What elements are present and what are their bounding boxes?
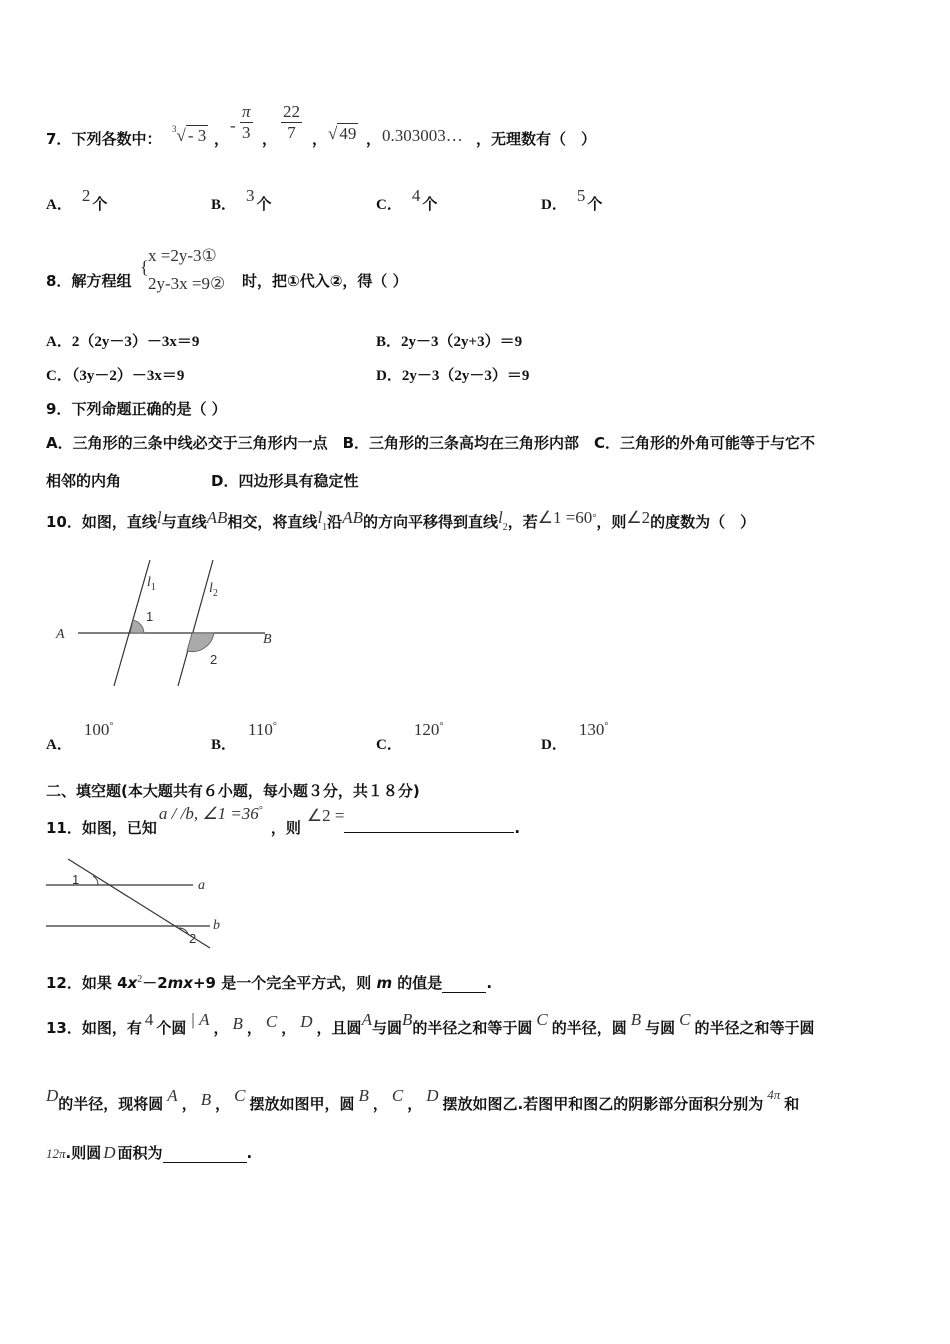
- fraction-22-7: $\frac{22}{7}$: [283, 102, 300, 142]
- question-7-stem: 7．下列各数中：: [46, 130, 162, 148]
- pi-over-3-fraction: $\frac{\pi}{3}$: [242, 102, 251, 142]
- separator: ，: [262, 130, 278, 148]
- label-angle-1: 1: [72, 872, 80, 887]
- q7-option-a: A． 2 个: [46, 186, 108, 213]
- sqrt-49: √ 49: [328, 124, 357, 143]
- question-11-stem: 11．如图，已知a / /b, ∠1 =36°，则∠2 =.: [46, 804, 521, 837]
- q8-option-a: A．2（2y－3）－3x＝9: [46, 334, 200, 350]
- label-l1: $l_1$: [147, 575, 156, 593]
- question-9-option-d: D．四边形具有稳定性: [211, 472, 359, 490]
- q11-figure: [40, 854, 230, 954]
- label-b: b: [213, 918, 220, 933]
- q7-option-c: C． 4 个: [376, 186, 438, 213]
- label-point-a: A: [56, 627, 65, 642]
- question-9-stem: 9．下列命题正确的是（ ）: [46, 400, 227, 418]
- label-a: a: [198, 878, 205, 893]
- question-8-tail: 时，把①代入②，得（ ）: [242, 272, 408, 290]
- q8-option-b: B．2y－3（2y+3）＝9: [376, 334, 523, 350]
- question-13-line-3: 12π.则圆 D 面积为 .: [46, 1143, 253, 1162]
- question-8-stem: 8．解方程组: [46, 272, 132, 290]
- negative-sign: -: [230, 116, 236, 135]
- answer-blank[interactable]: [163, 1148, 247, 1163]
- label-l2: $l_2$: [209, 581, 218, 599]
- answer-blank[interactable]: [344, 814, 514, 833]
- answer-blank[interactable]: [442, 978, 486, 993]
- q10-option-a: A．100°: [46, 720, 114, 753]
- system-brace: {: [140, 257, 149, 277]
- question-9-options-line-1: A．三角形的三条中线必交于三角形内一点 B．三角形的三条高均在三角形内部 C．三角形的外角可能等于与它不: [46, 434, 816, 452]
- q10-option-b: B．110°: [211, 720, 277, 753]
- question-13-line-2: D的半径，现将圆 A ， B ， C 摆放如图甲，圆 B ， C ， D 摆放如图乙.若图甲和图乙的阴影部分面积分别为$^{4\pi}$和: [46, 1086, 800, 1113]
- question-10-stem: 10．如图，直线l与直线AB相交，将直线$l_1$沿AB的方向平移得到直线$l_2$，若∠1 =60°，则∠2的度数为（ ）: [46, 508, 756, 533]
- equation-1: x =2y-3①: [148, 246, 217, 265]
- q8-option-d: D．2y－3（2y－3）＝9: [376, 368, 530, 384]
- separator: ，: [214, 130, 230, 148]
- q7-option-b: B． 3 个: [211, 186, 272, 213]
- cube-root-expr: $^3$√ - 3: [172, 124, 207, 145]
- label-angle-2: 2: [210, 652, 218, 667]
- question-13-line-1: 13．如图，有 4 个圆 | A ， B ， C ， D ，且圆A与圆B的半径之和等于圆 C 的半径，圆 B 与圆 C 的半径之和等于圆: [46, 1010, 815, 1037]
- q10-figure: [50, 556, 290, 696]
- q8-option-c: C．（3y－2）－3x＝9: [46, 368, 185, 384]
- decimal-number: 0.303003…: [382, 126, 463, 145]
- question-9-option-c-cont: 相邻的内角: [46, 472, 122, 490]
- angle-2-shade: [187, 633, 214, 652]
- label-angle-2: 2: [189, 931, 197, 946]
- q7-option-d: D． 5 个: [541, 186, 603, 213]
- separator: ，: [312, 130, 328, 148]
- section-2-title: 二、填空题(本大题共有６小题，每小题３分，共１８分): [46, 782, 420, 800]
- line-l2: [178, 560, 213, 686]
- q10-option-c: C．120°: [376, 720, 444, 753]
- label-angle-1: 1: [146, 609, 154, 624]
- equation-2: 2y-3x =9②: [148, 274, 226, 293]
- label-point-b: B: [263, 632, 272, 647]
- q10-option-d: D．130°: [541, 720, 609, 753]
- question-7-tail: ，无理数有（ ）: [476, 130, 597, 148]
- question-12-stem: 12．如果 $4x^2-2mx+9$ 是一个完全平方式，则 m 的值是 .: [46, 974, 493, 992]
- separator: ，: [366, 130, 382, 148]
